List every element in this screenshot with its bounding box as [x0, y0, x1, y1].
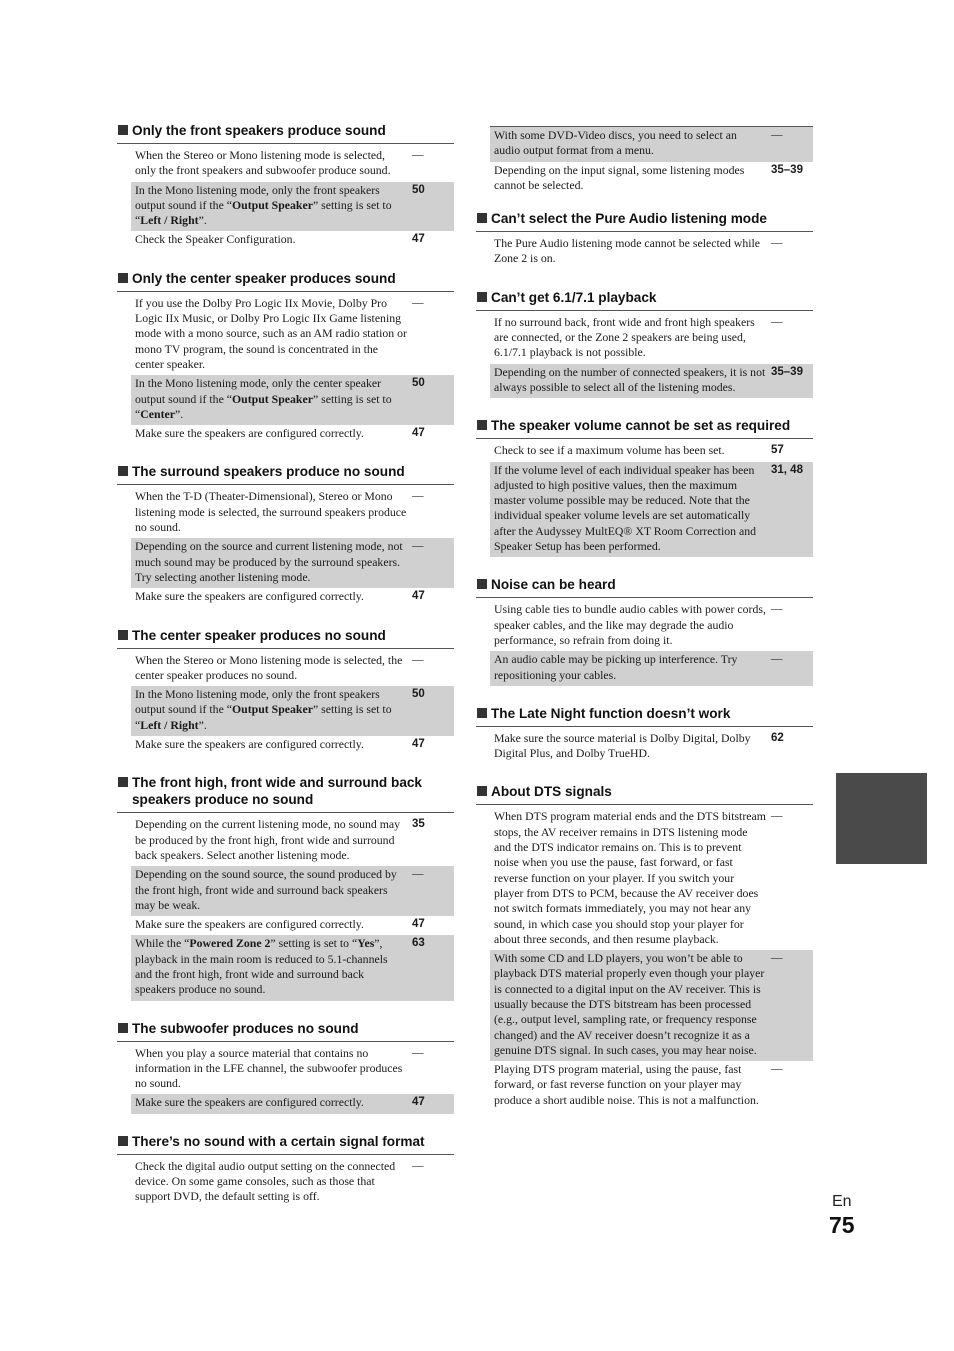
table-row: [131, 816, 454, 866]
page-reference: —: [412, 149, 424, 161]
row-text: When DTS program material ends and the DTS bitstream stops, the AV receiver remains in DTS listening mode and the DTS indicator remains on. This is to prevent noise when you use the pause, fast forward, or fast reverse function on your player. If you switch your player from DTS to PCM, because the AV receiver does not switch formats immediately, you may not hear any sound, in which case you should stop your player for about three seconds, and then resume playback.: [494, 809, 766, 946]
page-reference: 47: [412, 1096, 425, 1109]
page-reference: 63: [412, 937, 425, 950]
row-text: When the Stereo or Mono listening mode is selected, only the front speakers and subwoofer produce sound.: [135, 148, 391, 178]
troubleshooting-section: [476, 783, 813, 1111]
table-row: [131, 736, 454, 755]
section-heading: [117, 463, 454, 485]
square-bullet-icon: [477, 420, 487, 430]
table-row: [490, 1061, 813, 1111]
table-row: [131, 488, 454, 538]
table-row: [490, 127, 813, 162]
table-row: [131, 1045, 454, 1095]
page-reference: 47: [412, 918, 425, 931]
page-reference: —: [412, 1159, 424, 1172]
section-rows: [490, 808, 813, 1111]
section-heading: [476, 210, 813, 232]
row-text: Playing DTS program material, using the pause, fast forward, or fast reverse function on your player may produce a short audible noise. This is not a malfunction.: [494, 1062, 759, 1107]
troubleshooting-section: [117, 1020, 454, 1114]
troubleshooting-section: [476, 289, 813, 398]
table-row: [490, 314, 813, 364]
row-text: When the T-D (Theater-Dimensional), Stereo or Mono listening mode is selected, the surround speakers produce no sound.: [135, 489, 407, 535]
row-text: The Pure Audio listening mode cannot be selected while Zone 2 is on.: [494, 236, 761, 266]
page-reference: 47: [412, 738, 425, 751]
table-row: [490, 235, 813, 270]
page-reference: —: [412, 296, 424, 309]
square-bullet-icon: [118, 1136, 128, 1146]
row-text: With some CD and LD players, you won’t be able to playback DTS material properly even though your player is connected to a digital input on the AV receiver. This is usually because the DTS bitstream has been processed (e.g., output level, sampling rate, or frequency response changed) and the AV receiver doesn’t recognize it as a genuine DTS signal. In such cases, you may hear noise.: [494, 951, 765, 1057]
row-text: When the Stereo or Mono listening mode is selected, the center speaker produces no sound.: [135, 652, 403, 682]
row-text: Using cable ties to bundle audio cables with power cords, speaker cables, and the like may degrade the audio performance, so refrain from doing it.: [494, 602, 766, 647]
table-row: [131, 538, 454, 588]
troubleshooting-section: [476, 576, 813, 685]
left-column: [117, 122, 454, 1227]
page-reference: 35–39: [771, 163, 803, 176]
right-column: [476, 126, 813, 1130]
table-row: [490, 808, 813, 950]
square-bullet-icon: [477, 213, 487, 223]
section-title: The front high, front wide and surround back speakers produce no sound: [132, 775, 422, 808]
troubleshooting-section: [117, 122, 454, 251]
row-text: Make sure the speakers are configured correctly.: [135, 1095, 364, 1110]
row-text: If you use the Dolby Pro Logic IIx Movie, Dolby Pro Logic IIx Music, or Dolby Pro Logic IIx Game listening mode with a mono source, such as an AM radio station or mono TV program, the sound is concentrated in the center speaker.: [135, 295, 407, 371]
section-title: About DTS signals: [491, 784, 612, 800]
row-text: Make sure the speakers are configured correctly.: [135, 917, 364, 932]
row-text: Depending on the number of connected speakers, it is not always possible to select all of the listening modes.: [494, 364, 766, 394]
page-reference: —: [771, 315, 783, 328]
section-rows: [131, 652, 454, 756]
page-reference: 47: [412, 590, 425, 603]
page-reference: 50: [412, 688, 425, 701]
section-title: Can’t select the Pure Audio listening mode: [491, 211, 767, 227]
section-heading: [117, 122, 454, 144]
table-row: [131, 866, 454, 916]
troubleshooting-section: [117, 270, 454, 445]
row-text: Check the digital audio output setting on the connected device. On some game consoles, such as those that support DVD, the default setting is off.: [135, 1158, 396, 1204]
page-reference: —: [412, 1046, 424, 1059]
row-text: Make sure the speakers are configured correctly.: [135, 426, 364, 441]
table-row: [131, 1094, 454, 1113]
page-reference: 62: [771, 731, 784, 744]
section-heading: [117, 774, 454, 813]
section-title: There’s no sound with a certain signal format: [132, 1133, 425, 1149]
square-bullet-icon: [118, 125, 128, 135]
page-reference: —: [771, 1063, 783, 1076]
row-text: If the volume level of each individual speaker has been adjusted to high positive values, then the maximum master volume possible may be reduced. Note that the individual speaker volume levels are set automatically after the Audyssey MultEQ® XT Room Correction and Speaker Setup has been performed.: [494, 462, 757, 554]
troubleshooting-section: [476, 705, 813, 765]
language-label: En: [832, 1193, 852, 1210]
page-reference: —: [771, 952, 783, 965]
table-row: [490, 730, 813, 765]
right-sections: [476, 210, 813, 1111]
section-heading: [117, 1020, 454, 1042]
table-row: [131, 375, 454, 425]
table-row: [131, 182, 454, 232]
table-row: [490, 442, 813, 461]
troubleshooting-section: [117, 774, 454, 1000]
table-row: [131, 295, 454, 375]
section-heading: [476, 289, 813, 311]
square-bullet-icon: [118, 1023, 128, 1033]
troubleshooting-section: [117, 627, 454, 756]
square-bullet-icon: [118, 466, 128, 476]
row-text: Depending on the current listening mode, no sound may be produced by the front high, front wide and surround back speakers. Select another listening mode.: [135, 817, 401, 862]
section-rows: [490, 601, 813, 685]
row-text: In the Mono listening mode, only the center speaker output sound if the “Output Speaker” setting is set to “Center”.: [135, 376, 392, 421]
page-reference: 57: [771, 444, 784, 457]
table-row: [131, 1158, 454, 1208]
section-title: Noise can be heard: [491, 577, 616, 593]
page-reference: 47: [412, 233, 425, 246]
section-rows: [131, 816, 454, 1000]
section-title: Only the center speaker produces sound: [132, 270, 396, 286]
row-text: An audio cable may be picking up interference. Try repositioning your cables.: [494, 652, 738, 682]
section-title: The subwoofer produces no sound: [132, 1020, 359, 1036]
page-reference: 31, 48: [771, 463, 803, 476]
square-bullet-icon: [477, 708, 487, 718]
page-reference: —: [412, 540, 424, 553]
section-title: The Late Night function doesn’t work: [491, 705, 731, 721]
section-rows: [131, 1158, 454, 1208]
table-row: [490, 601, 813, 651]
section-heading: [476, 783, 813, 805]
table-row: [490, 651, 813, 686]
page-number: 75: [829, 1212, 855, 1238]
section-title: Only the front speakers produce sound: [132, 123, 386, 138]
row-text: In the Mono listening mode, only the front speakers output sound if the “Output Speaker” setting is set to “Left / Right”.: [135, 182, 392, 228]
row-text: Depending on the sound source, the sound produced by the front high, front wide and surround back speakers may be weak.: [135, 867, 397, 912]
page-reference: —: [771, 237, 783, 250]
troubleshooting-section: [117, 1133, 454, 1208]
page-reference: —: [771, 653, 783, 666]
section-heading: [476, 705, 813, 727]
section-rows: [131, 1045, 454, 1114]
section-rows: [131, 488, 454, 607]
square-bullet-icon: [118, 630, 128, 640]
table-row: [131, 652, 454, 687]
row-text: Make sure the speakers are configured correctly.: [135, 589, 364, 604]
troubleshooting-section: [117, 463, 454, 607]
page-reference: —: [412, 868, 424, 881]
table-row: [131, 686, 454, 736]
table-row: [490, 462, 813, 558]
square-bullet-icon: [477, 786, 487, 796]
table-row: [131, 425, 454, 444]
section-rows: [131, 295, 454, 445]
square-bullet-icon: [477, 292, 487, 302]
section-title: Can’t get 6.1/7.1 playback: [491, 289, 657, 305]
page-reference: —: [771, 603, 783, 616]
section-heading: [117, 270, 454, 292]
section-heading: [476, 576, 813, 598]
page-reference: 50: [412, 377, 425, 390]
row-text: Depending on the input signal, some listening modes cannot be selected.: [494, 162, 745, 192]
table-row: [490, 162, 813, 197]
table-row: [131, 916, 454, 935]
section-rows: [490, 442, 813, 557]
continued-rows: [490, 126, 813, 196]
row-text: Make sure the speakers are configured correctly.: [135, 737, 364, 752]
page-reference: 50: [412, 183, 425, 196]
row-text: In the Mono listening mode, only the front speakers output sound if the “Output Speaker” setting is set to “Left / Right”.: [135, 687, 392, 732]
table-row: [131, 231, 454, 250]
section-title: The speaker volume cannot be set as required: [491, 418, 791, 434]
page-reference: 35–39: [771, 365, 803, 378]
row-text: Check to see if a maximum volume has been set.: [494, 443, 725, 458]
table-row: [131, 935, 454, 1000]
troubleshooting-section: [476, 417, 813, 557]
row-text: With some DVD-Video discs, you need to select an audio output format from a menu.: [494, 128, 737, 158]
section-tab: [836, 773, 927, 864]
row-text: Depending on the source and current listening mode, not much sound may be produced by the surround speakers. Try selecting another listening mode.: [135, 539, 403, 584]
troubleshooting-section: [476, 210, 813, 270]
table-row: [490, 364, 813, 399]
table-row: [131, 147, 454, 182]
section-title: The center speaker produces no sound: [132, 627, 386, 643]
square-bullet-icon: [477, 579, 487, 589]
section-heading: [117, 1133, 454, 1155]
section-heading: [476, 417, 813, 439]
square-bullet-icon: [118, 777, 128, 787]
row-text: Check the Speaker Configuration.: [135, 232, 296, 247]
row-text: If no surround back, front wide and front high speakers are connected, or the Zone 2 speakers are being used, 6.1/7.1 playback is not possible.: [494, 314, 755, 360]
square-bullet-icon: [118, 273, 128, 283]
section-rows: [490, 730, 813, 765]
page-reference: 35: [412, 818, 425, 831]
page-reference: —: [412, 490, 424, 503]
table-row: [490, 950, 813, 1061]
page-reference: 47: [412, 427, 425, 440]
section-title: The surround speakers produce no sound: [132, 464, 405, 480]
section-heading: [117, 627, 454, 649]
section-rows: [490, 235, 813, 270]
page-reference: —: [771, 129, 783, 141]
row-text: Make sure the source material is Dolby Digital, Dolby Digital Plus, and Dolby TrueHD.: [494, 730, 751, 761]
page-reference: —: [771, 810, 783, 823]
section-rows: [490, 314, 813, 398]
section-rows: [131, 147, 454, 251]
page-reference: —: [412, 653, 424, 666]
row-text: While the “Powered Zone 2” setting is set to “Yes”, playback in the main room is reduced to 5.1-channels and the front high, front wide and surround back speakers produce no sound.: [135, 936, 388, 997]
table-row: [131, 588, 454, 607]
row-text: When you play a source material that contains no information in the LFE channel, the subwoofer produces no sound.: [135, 1045, 403, 1091]
